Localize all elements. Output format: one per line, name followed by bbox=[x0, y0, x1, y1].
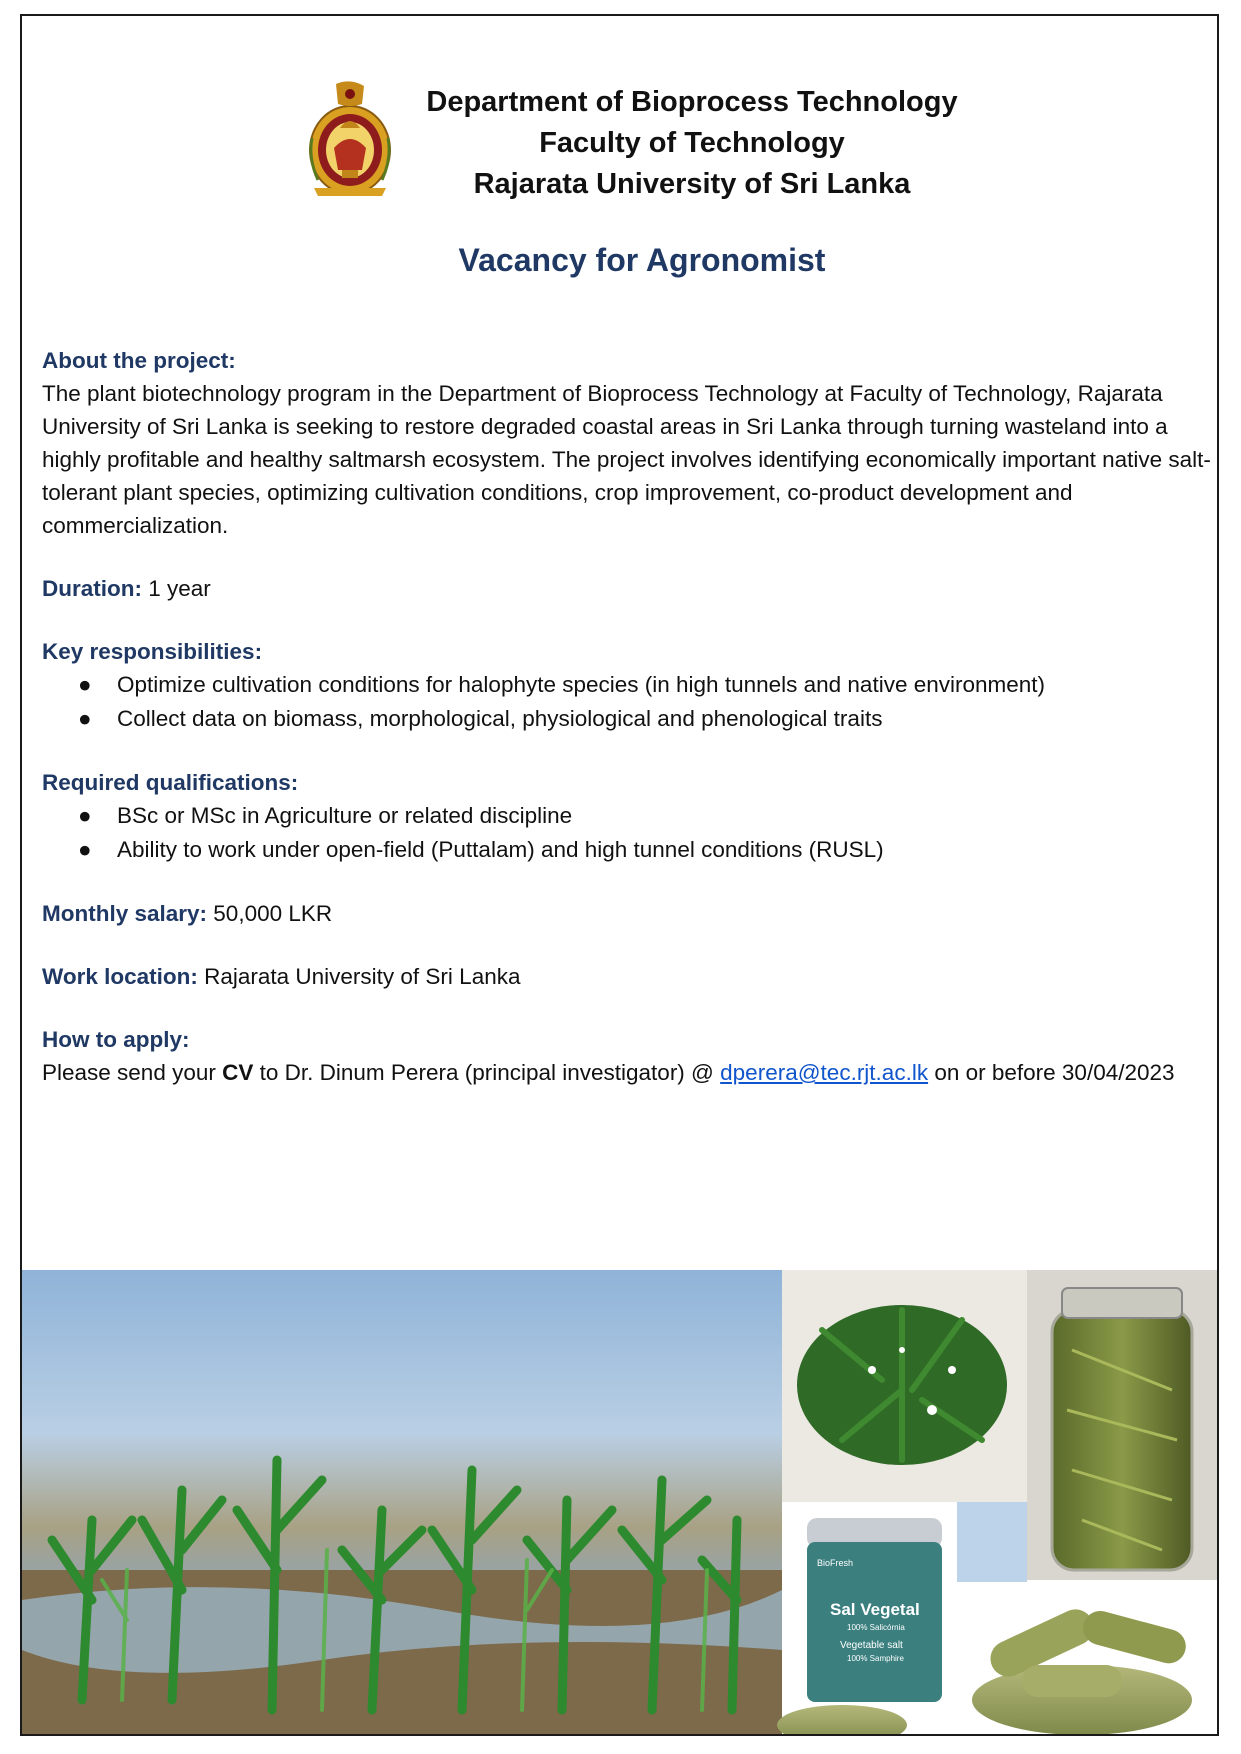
filler-panel bbox=[957, 1502, 1027, 1582]
list-item: ● Ability to work under open-field (Puttalam) and high tunnel conditions (RUSL) bbox=[78, 837, 884, 862]
header bbox=[22, 66, 1219, 216]
list-item: ● Collect data on biomass, morphological, physiological and phenological traits bbox=[78, 706, 883, 731]
about-text: The plant biotechnology program in the Department of Bioprocess Technology at Faculty of Technology, Rajarata University of Sri Lanka is seeking to restore degraded coastal areas in Sri Lanka through turning wasteland into a highly profitable and healthy saltmarsh ecosystem. The project involves identifying economically important native salt-tolerant plant species, optimizing cultivation conditions, crop improvement, co-product development and commercialization. bbox=[42, 381, 1211, 538]
duration-label: Duration: bbox=[42, 576, 142, 601]
sal-vegetal-product-photo bbox=[777, 1502, 957, 1736]
product-line-2: Vegetable salt bbox=[840, 1640, 903, 1651]
product-line-3: 100% Samphire bbox=[847, 1654, 904, 1663]
qualifications-heading: Required qualifications: bbox=[42, 770, 299, 795]
header-titles bbox=[382, 82, 1002, 205]
salicornia-photo-collage bbox=[22, 1270, 1219, 1736]
vacancy-title: Vacancy for Agronomist bbox=[458, 242, 826, 278]
faculty-name: Faculty of Technology bbox=[539, 127, 845, 159]
qualifications-list bbox=[42, 799, 1212, 867]
capsules-powder-photo bbox=[957, 1582, 1219, 1736]
fresh-salicornia-photo bbox=[782, 1270, 1027, 1502]
about-heading: About the project: bbox=[42, 348, 236, 373]
list-item: ● BSc or MSc in Agriculture or related discipline bbox=[78, 803, 573, 828]
responsibilities-heading: Key responsibilities: bbox=[42, 639, 263, 664]
location-value: Rajarata University of Sri Lanka bbox=[197, 964, 521, 989]
product-name: Sal Vegetal bbox=[830, 1600, 920, 1619]
apply-heading: How to apply: bbox=[42, 1027, 190, 1052]
page-frame bbox=[20, 14, 1219, 1736]
product-line-1: 100% Salicórnia bbox=[847, 1623, 905, 1632]
university-name: Rajarata University of Sri Lanka bbox=[473, 168, 911, 200]
pickled-salicornia-jar-photo bbox=[1027, 1270, 1219, 1580]
list-item: ● Optimize cultivation conditions for halophyte species (in high tunnels and native environment) bbox=[78, 672, 1046, 697]
duration-row bbox=[42, 572, 1212, 605]
salary-value: 50,000 LKR bbox=[207, 901, 333, 926]
cv-emphasis: CV bbox=[222, 1060, 254, 1085]
email-link[interactable]: dperera@tec.rjt.ac.lk bbox=[720, 1060, 929, 1085]
location-row bbox=[42, 960, 1212, 993]
duration-value: 1 year bbox=[142, 576, 211, 601]
salary-label: Monthly salary: bbox=[42, 901, 208, 926]
apply-text: Please send your CV to Dr. Dinum Perera (principal investigator) @ dperera@tec.rjt.ac.lk on or before 30/04/2023 bbox=[42, 1060, 1175, 1085]
product-brand: BioFresh bbox=[817, 1558, 854, 1568]
saltmarsh-photo bbox=[22, 1270, 782, 1736]
salary-row bbox=[42, 897, 1212, 930]
location-label: Work location: bbox=[42, 964, 198, 989]
department-name: Department of Bioprocess Technology bbox=[426, 86, 958, 118]
responsibilities-list bbox=[42, 668, 1212, 736]
content bbox=[42, 344, 1212, 1089]
